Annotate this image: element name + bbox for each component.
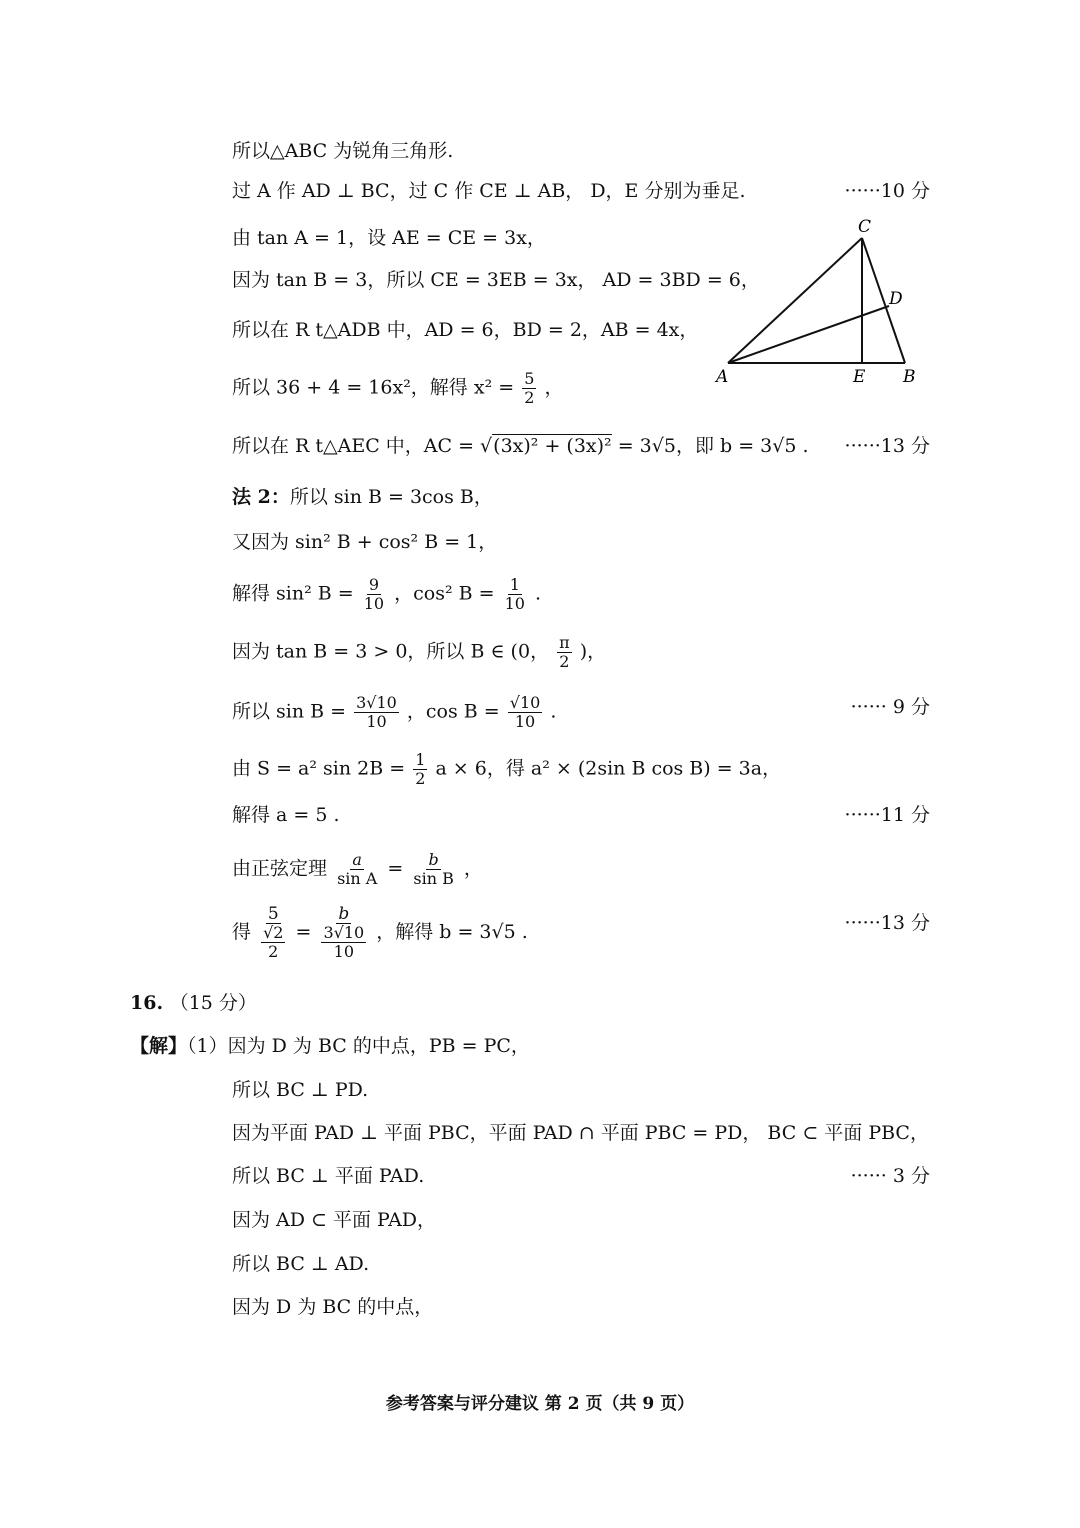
q16-line-7: 因为 D 为 BC 的中点， xyxy=(232,1296,434,1318)
segment-ad xyxy=(728,306,889,363)
q16-line-2: 所以 BC ⊥ PD. xyxy=(232,1079,369,1101)
page-footer: 参考答案与评分建议 第 2 页（共 9 页） xyxy=(385,1394,695,1414)
line-2: 过 A 作 AD ⊥ BC，过 C 作 CE ⊥ AB， D，E 分别为垂足. xyxy=(232,180,746,202)
line-1: 所以△ABC 为锐角三角形. xyxy=(232,140,454,162)
line-5: 所以在 R t△ADB 中，AD = 6，BD = 2，AB = 4x， xyxy=(232,319,699,341)
score-11: ······11 分 xyxy=(844,804,930,826)
line-6: 所以 36 + 4 = 16x²，解得 x² = $\frac{5}{2}$ ， xyxy=(232,369,564,407)
q16-line-4: 所以 BC ⊥ 平面 PAD. xyxy=(232,1165,425,1187)
q16-line-3: 因为平面 PAD ⊥ 平面 PBC，平面 PAD ∩ 平面 PBC = PD， BC ⊂ 平面 PBC， xyxy=(232,1122,929,1144)
line-7: 所以在 R t△AEC 中，AC = √(3x)² + (3x)² = 3√5，即 b = 3√5 . xyxy=(232,435,809,457)
q16-line-6: 所以 BC ⊥ AD. xyxy=(232,1253,370,1275)
q16-line-5: 因为 AD ⊂ 平面 PAD， xyxy=(232,1209,437,1231)
line-3: 由 tan A = 1，设 AE = CE = 3x， xyxy=(232,227,546,249)
score-3: ······ 3 分 xyxy=(850,1165,930,1187)
question-16-header: 16. （15 分） xyxy=(130,992,257,1014)
triangle-figure xyxy=(700,210,940,395)
score-13a: ······13 分 xyxy=(844,435,930,457)
q16-line-1: 【解】（1）因为 D 为 BC 的中点，PB = PC， xyxy=(130,1035,530,1057)
label-d: D xyxy=(889,289,903,309)
label-c: C xyxy=(858,217,872,237)
side-ac xyxy=(728,238,862,363)
line-4: 因为 tan B = 3，所以 CE = 3EB = 3x， AD = 3BD = 6， xyxy=(232,269,760,291)
line-9: 又因为 sin² B + cos² B = 1， xyxy=(232,531,498,553)
line-8: 法 2：所以 sin B = 3cos B， xyxy=(232,486,493,508)
line-16: 得 $\frac{5}{\frac{√2}{2}}$ = $\frac{b}{\frac{3√10}{10}}$ ，解得 b = 3√5 . xyxy=(232,904,528,961)
score-13b: ······13 分 xyxy=(844,912,930,934)
label-a: A xyxy=(716,367,729,387)
line-11: 因为 tan B = 3 > 0，所以 B ∈ (0， $\frac{\pi}{2}$ )， xyxy=(232,633,607,671)
label-e: E xyxy=(853,367,866,387)
line-12: 所以 sin B = $\frac{3√10}{10}$ ，cos B = $\frac{√10}{10}$ . xyxy=(232,693,557,731)
label-b: B xyxy=(903,367,916,387)
score-9: ······ 9 分 xyxy=(850,696,930,718)
line-13: 由 S = a² sin 2B = $\frac{1}{2}$ a × 6，得 a² × (2sin B cos B) = 3a， xyxy=(232,750,782,788)
line-15: 由正弦定理 $\frac{a}{\text{sin A}}$ = $\frac{b}{\text{sin B}}$ ， xyxy=(232,850,483,888)
score-10: ······10 分 xyxy=(844,180,930,202)
line-10: 解得 sin² B = $\frac{9}{10}$ ，cos² B = $\frac{1}{10}$ . xyxy=(232,575,542,613)
line-14: 解得 a = 5 . xyxy=(232,804,340,826)
